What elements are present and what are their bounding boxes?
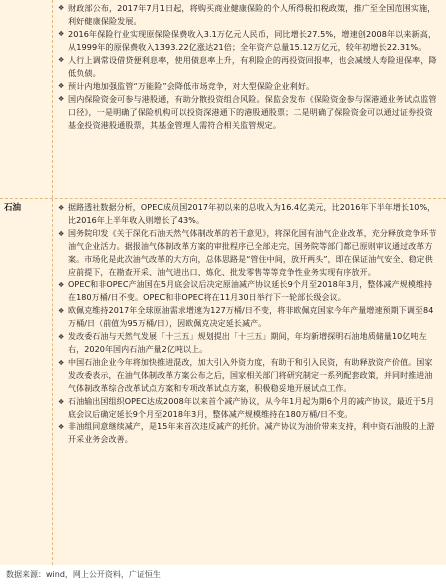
item-text: 2016年保险行业实现原保险保费收入3.1万亿元人民币，同比增长27.5%，增速创2008年以来新高，从1999年的原保费收入1393.22亿涨达21倍；全年资产总量15.12万亿元，较年初增长22.31%。 [68,29,437,52]
item-text: 人行上调常设借贷便利息率，使用债息率上升，有利险企的再投资回报率，也会减缓人寿险退保率，降低负债。 [68,55,437,78]
diamond-bullet-icon: ❖ [58,204,65,212]
diamond-bullet-icon: ❖ [58,307,65,316]
list-item [58,2,440,28]
list-item [58,228,440,280]
list-item [58,93,440,132]
list-item [58,54,440,80]
diamond-bullet-icon: ❖ [58,82,65,90]
item-text: 发改委石油与天然气发展「十三五」规划提出「十三五」期间，年均新增探明石油地质储量10亿吨左右，2020年国内石油产量2亿吨以上。 [68,332,427,354]
diamond-bullet-icon: ❖ [58,229,65,238]
bullet-list [58,2,440,132]
item-text: 国务院印发《关于深化石油天然气体制改革的若干意见》，将深化国有油气企业改革，充分释放竞争环节油气企业活力。据报油气体制改革方案的审批程序已全部走完，国务院等部门都已原则审议通过改革方案。市场化是此次油气改革的大方向，总体思路是“管住中间，放开两头”，即在保证油气安全、稳定供应前提下，在勘查开采、油气进出口、炼化、批发零售等等竞争性业务实现有序放开。 [68,228,437,277]
list-item [58,357,440,396]
list-item [58,396,440,422]
item-text: 预计内地加强监管“万能险”会降低市场竞争，对大型保险企业利好。 [68,81,315,91]
item-text: 中国石油企业今年将加快推进混改，加大引入外资力度，有助于和引入民资，有助释放资产价值。国家发改委表示，在油气体制改革方案公布之后，国家相关部门将研究制定一系列配套政策，并同时推进油气体制改革综合改革试点方案和专项改革试点方案，积极稳妥地开展试点工作。 [68,357,433,393]
list-item [58,279,440,305]
list-item [58,305,440,331]
diamond-bullet-icon: ❖ [58,358,65,367]
list-item [58,202,440,228]
list-item [58,80,440,93]
item-text: 国内保险资金可参与港股通，有助分散投资组合风险。保监会发布《保险资金参与深港通业务试点监管口径》，一是明确了保险机构可以投资深港通下的港股通股票；二是明确了保险资金可以通过证券投资基金投资港股通股票，其基金管理人需符合相关监管规定。 [68,94,437,130]
list-item [58,28,440,54]
diamond-bullet-icon: ❖ [58,56,65,64]
diamond-bullet-icon: ❖ [58,4,65,12]
list-item [58,421,440,447]
column-divider [52,0,53,198]
section-label: 石油 [4,203,22,213]
diamond-bullet-icon: ❖ [58,281,65,290]
item-text: 石油输出国组织OPEC达成2008年以来首个减产协议，从今年1月起为期6个月的减产协议，最近于5月底会议后确定延长9个月至2018年3月，整体减产规模维持在180万桶/日不变。 [68,396,435,419]
item-text: 非油组同意继续减产，是15年来首次违反减产的托价。减产协议为油价带来支持，利中资石油股的上游开采业务会改善。 [68,422,435,445]
section-row-insurance [0,0,446,198]
diamond-bullet-icon: ❖ [58,333,65,342]
diamond-bullet-icon: ❖ [58,423,65,432]
item-text: 欧佩克维持2017年全球原油需求增速为127万桶/日不变，将非欧佩克国家今年产量增速预期下调至84万桶/日（前值为95万桶/日），因欧佩克决定延长减产。 [68,306,434,329]
list-item [58,331,440,357]
section-row-oil [0,198,446,565]
data-source-note: 数据来源：wind，网上公开资料，广证恒生 [6,570,161,579]
diamond-bullet-icon: ❖ [58,30,65,38]
diamond-bullet-icon: ❖ [58,95,65,103]
diamond-bullet-icon: ❖ [58,397,65,406]
bullet-list [58,202,440,447]
item-text: 据路透社数据分析，OPEC成员国2017年初以来的总收入为16.4亿美元，比2016年下半年增长10%，比2016年上半年收入则增长了43%。 [68,203,436,225]
item-text: 财政部公布，2017年7月1日起，将购买商业健康保险的个人所得税扣税政策，推广至全国范围实施，利好健康保险发展。 [68,3,436,26]
item-text: OPEC和非OPEC产油国在5月底会议后决定原油减产协议延长9个月至2018年3月，整体减产规模维持在180万桶/日不变。OPEC和非OPEC将在11月30日举行下一轮部长级会议。 [68,280,433,303]
column-divider [52,199,53,565]
